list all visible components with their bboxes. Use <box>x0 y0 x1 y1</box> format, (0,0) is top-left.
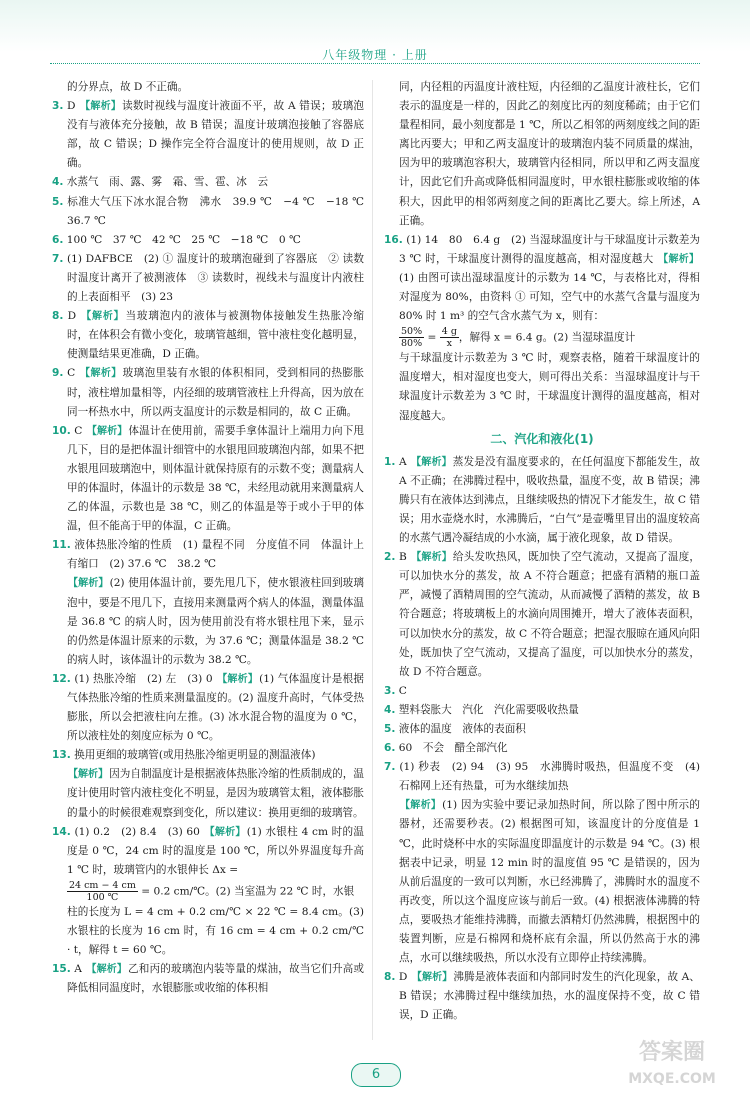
answer-choice: B <box>398 551 407 564</box>
question-number: 4. <box>384 703 396 716</box>
answer-item <box>52 231 364 250</box>
question-number: 9. <box>52 367 64 380</box>
question-number: 6. <box>384 742 396 755</box>
analysis-text: (1) 气体温度计是根据气体热胀冷缩的性质来测量温度的。(2) 温度升高时，气体受热膨胀，所以会把液柱向左推。(3) 冰水混合物的温度为 0 ℃，所以液柱处的刻度应标为 0 ℃。 <box>67 672 364 743</box>
answer-text: (2) 使用体温计前，要先甩几下，使水银液柱回到玻璃泡中，要是不甩几下，直接用来测量两个病人的体温，测量体温是 36.8 ℃ 的病人时，因为使用前没有将水银柱甩下来，显示的仍然是体温计原来的示数，为 37.6 ℃；测量体温是 38.2 ℃ 的病人时，该体温计的示数为 38.2 ℃。 <box>67 577 365 666</box>
answer-text: 60 不会 醋全部汽化 <box>398 742 508 755</box>
fraction <box>67 880 138 903</box>
question-number: 13. <box>52 749 71 762</box>
answer-text: 柱的长度为 L = 4 cm + 0.2 cm/℃ × 22 ℃ = 8.4 cm。(3) 水银柱的长度为 16 cm 时，有 16 cm = 4 cm + 0.2 cm/℃ · t，解得 t = 60 ℃。 <box>67 905 364 957</box>
answer-text: (1) 因为实验中要记录加热时间，所以除了图中所示的器材，还需要秒表。(2) 根据图可知，该温度计的分度值是 1 ℃，此时烧杯中水的实际温度即温度计的示数是 94 ℃。(3) 根据表中记录，明显 12 min 时的温度值 95 ℃ 是错误的，因为从前后温度的一致可以判断，水已经沸腾了，沸腾时水的温度不再改变，所以这个温度应该与前后一致。(4) 根据液体沸腾的特点，要吸热才能维持沸腾，而撤去酒精灯仍然沸腾，根据图中的装置判断，应是石棉网和烧杯底有余温，所以仍然高于水的沸点，水可以继续吸热，所以水没有立即停止持续沸腾。 <box>399 799 701 965</box>
answer-item <box>384 701 700 720</box>
answer-choice: D <box>67 100 76 113</box>
analysis-tag: 【解析】 <box>400 800 442 812</box>
answer-item <box>52 193 375 231</box>
analysis-tag: 【解析】 <box>411 456 452 468</box>
answer-choice: C <box>74 424 83 437</box>
answer-text: 读数时视线与温度计液面不平，故 A 错误；玻璃泡没有与液体充分接触，故 B 错误；温度计玻璃泡接触了容器底部，故 C 错误；D 操作完全符合温度计的使用规则，故 D 正确。 <box>67 100 365 170</box>
question-number: 7. <box>384 761 396 774</box>
question-number: 4. <box>52 176 64 189</box>
answer-item <box>52 746 364 765</box>
question-number: 14. <box>52 825 71 838</box>
answer-text: 玻璃泡里装有水银的体积相同，受到相同的热膨胀时，液柱增加量相等，内径细的玻璃管液柱上升得高，因为放在同一杯热水中，所以两支温度计的示数是相同的，故 C 正确。 <box>67 367 365 418</box>
question-number: 8. <box>52 310 64 323</box>
answer-choice: D <box>398 971 408 984</box>
answer-text: 塑料袋胀大 汽化 汽化需要吸收热量 <box>398 703 579 716</box>
formula-text: = 0.2 cm/℃。(2) 当室温为 22 ℃ 时，水银 <box>141 885 355 898</box>
answer-choice: D <box>67 310 77 323</box>
answer-item <box>52 536 364 574</box>
question-number: 10. <box>52 424 71 437</box>
answer-text: 同，内径粗的丙温度计液柱短，内径细的乙温度计液柱长，它们表示的温度是一样的，因此乙的刻度比丙的刻度稀疏；由于它们量程相同，最小刻度都是 1 ℃，所以乙相邻的两刻度线之间的距离比丙要大；甲和乙两支温度计的玻璃泡内装不同质量的煤油，因为甲的玻璃泡容积大，玻璃管内径相同，所以甲和乙两支温度计，因此它们升高或降低相同温度时，甲水银柱膨胀或收缩的体积大，因此甲的相邻两刻度之间的距离比乙要大。综上所述，A 正确。 <box>399 81 700 227</box>
question-number: 3. <box>384 684 396 697</box>
analysis-tag: 【解析】 <box>68 769 109 781</box>
answer-text: 体温计在使用前，需要手拿体温计上端用力向下甩几下，目的是把体温计细管中的水银甩回玻璃泡内部，如果不把水银甩回玻璃泡中，则体温计就保持原有的示数不变；测量病人甲的体温时，体温计的示数是 38 ℃，未经甩动就用来测量病人乙的体温，示数也是 38 ℃，则乙的体温是等于或小于甲的体温，但不能高于甲的体温，C 正确。 <box>67 424 365 533</box>
column-divider <box>372 80 373 1040</box>
question-number: 5. <box>52 195 64 208</box>
answer-item <box>384 720 700 739</box>
question-number: 7. <box>52 252 64 265</box>
question-number: 6. <box>52 233 64 246</box>
question-number: 3. <box>52 100 64 113</box>
answer-item <box>52 960 364 998</box>
answer-item <box>52 97 364 173</box>
answer-item <box>384 739 700 758</box>
analysis-tag: 【解析】 <box>411 972 453 984</box>
answer-text: (1) 14 80 6.4 g (2) 当湿球温度计与干球温度计示数差为 3 ℃ 时，干球温度计测得的温度越高，相对湿度越大 <box>399 233 701 265</box>
answer-item: $\frac{50\%}{80\%}$ = $\frac{4 g}{x}$ ，解得 x = 6.4 g。(2) 当湿球温度计 <box>401 326 636 350</box>
answer-item <box>52 422 364 537</box>
analysis-tag: 【解析】 <box>86 425 128 437</box>
answer-item <box>52 670 364 746</box>
answer-text: 当玻璃泡内的液体与被测物体接触发生热胀冷缩时，在体积会有微小变化，玻璃管越细，管中液柱变化越明显，使测量结果更准确，D 正确。 <box>67 310 364 361</box>
answer-item <box>384 78 700 231</box>
question-number: 15. <box>52 963 71 976</box>
question-number: 2. <box>384 551 396 564</box>
answer-text: 因为自制温度计是根据液体热胀冷缩的性质制成的，温度计使用时管内液柱变化不明显，是因为玻璃管太粗，液体膨胀的量小的时候很难观察到变化，所以建议：换用更细的玻璃管。 <box>67 768 365 819</box>
analysis-tag: 【解析】 <box>411 552 452 564</box>
answer-text: 标准大气压下冰水混合物 沸水 39.9 ℃ −4 ℃ −18 ℃ 36.7 ℃ <box>67 195 375 227</box>
left-column <box>52 78 375 998</box>
page-header-title: 八年级物理 · 上册 <box>322 48 428 62</box>
answer-text: 的分界点，故 D 不正确。 <box>67 81 189 93</box>
watermark-logo <box>602 1040 742 1096</box>
answer-text: 100 ℃ 37 ℃ 42 ℃ 25 ℃ −18 ℃ 0 ℃ <box>66 233 301 246</box>
answer-text: C <box>398 684 407 697</box>
answer-item <box>384 968 700 1025</box>
answer-item <box>52 880 364 903</box>
analysis-tag: 【解析】 <box>81 311 125 323</box>
question-number: 12. <box>52 672 71 685</box>
answer-text: (1) 0.2 (2) 8.4 (3) 60 <box>74 825 200 838</box>
answer-item <box>52 307 364 364</box>
formula-text: ，解得 x = 6.4 g。(2) 当湿球温度计 <box>458 331 636 344</box>
answer-text: 液体热胀冷缩的性质 (1) 量程不同 分度值不同 体温计上有缩口 (2) 37.6 ℃ 38.2 ℃ <box>67 539 364 571</box>
answer-item <box>52 903 364 960</box>
section-title: 二、汽化和液化(1) <box>490 431 594 446</box>
answer-item <box>384 231 700 326</box>
analysis-tag: 【解析】 <box>80 101 122 113</box>
question-number: 11. <box>52 539 71 552</box>
answer-text: 蒸发是没有温度要求的，在任何温度下都能发生，故 A 不正确；在沸腾过程中，吸收热量，温度不变，故 B 错误；沸腾只有在液体达到沸点，且继续吸热的情况下才能发生，故 C 错误；用水壶烧水时，水沸腾后，“白气”是壶嘴里冒出的温度较高的水蒸气遇冷凝结成的小水滴，属于液化现象，故 D 错误。 <box>399 455 700 545</box>
answer-text: 水蒸气 雨、露、雾 霜、雪、雹、冰 云 <box>66 176 269 189</box>
answer-item <box>384 349 700 425</box>
answer-choice: A <box>74 963 82 976</box>
question-number: 16. <box>384 233 403 246</box>
answer-text: (1) 秒表 (2) 94 (3) 95 水沸腾时吸热，但温度不变 (4) 石棉网上还有热量，可为水继续加热 <box>399 761 700 793</box>
analysis-text: (1) 由图可读出湿球温度计的示数为 14 ℃，与表格比对，得相对湿度为 80%，由资料 ① 可知，空气中的水蒸气含量与温度为 80% 时 1 m³ 的空气含水蒸气为 x，则有： <box>399 271 700 323</box>
analysis-tag: 【解析】 <box>68 578 109 590</box>
answer-item <box>52 173 364 192</box>
fraction <box>440 326 459 349</box>
answer-choice: A <box>398 455 407 468</box>
answer-text: 液体的温度 液体的表面积 <box>398 723 526 735</box>
answer-item <box>52 823 364 880</box>
answer-choice: C <box>67 367 76 380</box>
analysis-tag: 【解析】 <box>658 253 700 265</box>
fraction-numerator: 4 g <box>441 326 457 338</box>
fraction-denominator: x <box>446 338 452 350</box>
answer-text: 换用更细的玻璃管(或用热胀冷缩更明显的测温液体) <box>74 749 316 762</box>
analysis-tag: 【解析】 <box>217 673 259 685</box>
analysis-tag: 【解析】 <box>80 368 122 380</box>
fraction <box>399 326 424 349</box>
page-number: 6 <box>351 1063 401 1087</box>
answer-item <box>384 796 700 968</box>
answer-item <box>384 453 700 548</box>
answer-item <box>384 758 700 796</box>
fraction-denominator: 80% <box>401 338 423 350</box>
answer-item <box>52 364 364 421</box>
question-number: 5. <box>384 723 396 735</box>
header-divider <box>50 63 700 64</box>
fraction-denominator: 100 ℃ <box>86 891 119 903</box>
analysis-tag: 【解析】 <box>204 826 246 838</box>
fraction-numerator: 50% <box>401 326 423 338</box>
answer-item <box>52 765 364 822</box>
analysis-text: (1) 水银柱 4 cm 时的温度是 0 ℃，24 cm 时的温度是 100 ℃，所以外界温度每升高 1 ℃ 时，玻璃管内的水银伸长 Δx = <box>67 825 365 876</box>
answer-item <box>384 548 700 682</box>
answer-text: 与干球温度计示数差为 3 ℃ 时，观察表格，随着干球温度计的温度增大，相对湿度也变大，则可得出关系：当湿球温度计与干球温度计示数差为 3 ℃ 时，干球温度计测得的温度越高，相对湿度越大。 <box>399 352 700 422</box>
answer-item <box>52 78 364 97</box>
right-column <box>384 78 700 1026</box>
watermark-text: 答案圈 <box>638 1040 705 1065</box>
answer-item <box>384 682 700 701</box>
answer-text: (1) DAFBCE (2) ① 温度计的玻璃泡碰到了容器底 ② 读数时温度计离开了被测液体 ③ 读数时，视线未与温度计内液柱的上表面相平 (3) 23 <box>67 252 365 304</box>
answer-text: 沸腾是液体表面和内部同时发生的汽化现象，故 A、B 错误；水沸腾过程中继续加热，水的温度保持不变，故 C 错误，D 正确。 <box>399 971 700 1022</box>
question-number: 1. <box>384 455 396 468</box>
answer-item <box>52 574 364 669</box>
answer-text: 给头发吹热风，既加快了空气流动，又提高了温度，可以加快水分的蒸发，故 A 不符合题意；把盛有酒精的瓶口盖严，减慢了酒精周围的空气流动，从而减慢了酒精的蒸发，故 B 符合题意；将玻璃板上的水滴向周围摊开，增大了液体表面积，可以加快水分的蒸发，故 C 不符合题意；把湿衣服晾在通风向阳处，既加快了空气流动，又提高了温度，可以加快水分的蒸发，故 D 不符合题意。 <box>399 551 701 678</box>
answer-text: (1) 热胀冷缩 (2) 左 (3) 0 <box>74 672 213 685</box>
watermark-url: MXQE.COM <box>628 1071 716 1087</box>
fraction-numerator: 24 cm − 4 cm <box>69 879 136 891</box>
question-number: 8. <box>384 971 396 984</box>
answer-text: 乙和丙的玻璃泡内装等量的煤油，故当它们升高或降低相同温度时，水银膨胀或收缩的体积相 <box>67 963 365 995</box>
answer-item <box>52 250 364 307</box>
analysis-tag: 【解析】 <box>86 964 128 976</box>
header-band <box>0 0 750 52</box>
